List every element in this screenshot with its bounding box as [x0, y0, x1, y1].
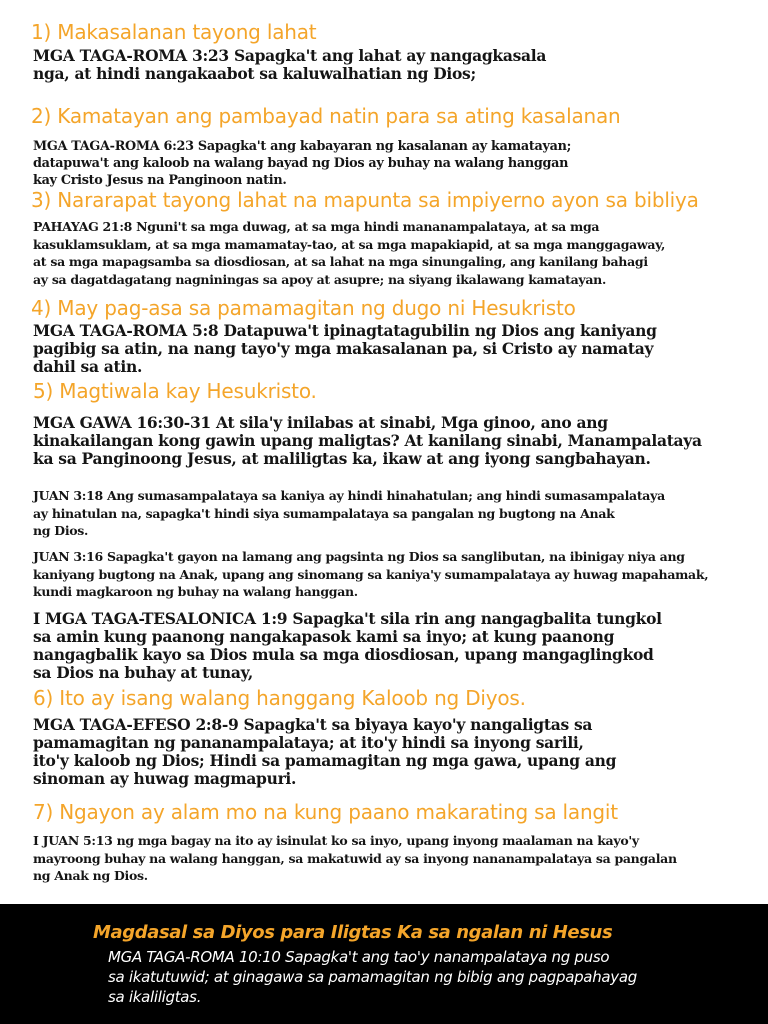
verse-text: JUAN 3:16 Sapagka't gayon na lamang ang pagsinta ng Dios sa sanglibutan, na ibinigay niya ang kaniyang bugtong na Anak, upang ang sinomang sa kaniya'y sumampalataya ay huwag mapahamak, kundi magkaroon ng buhay na walang hanggan. — [33, 549, 709, 599]
footer-verse: MGA TAGA-ROMA 10:10 Sapagka't ang tao'y nanampalataya ng puso sa ikatutuwid; at ginagawa sa pamamagitan ng bibig ang pagpapahayag sa ikaliligtas. — [108, 948, 637, 1006]
footer-title: Magdasal sa Diyos para Iligtas Ka sa ngalan ni Hesus — [93, 922, 613, 943]
section-heading: 7) Ngayon ay alam mo na kung paano makarating sa langit — [33, 800, 618, 824]
section-heading: 5) Magtiwala kay Hesukristo. — [33, 379, 317, 403]
verse-text: PAHAYAG 21:8 Nguni't sa mga duwag, at sa mga hindi mananampalataya, at sa mga kasuklamsuklam, at sa mga mamamatay-tao, at sa mga mapakiapid, at sa mga manggagaway, at sa mga mapagsamba sa diosdiosan, at sa lahat na mga sinungaling, ang kanilang bahagi ay sa dagatdagatang nagniningas sa apoy at asupre; na siyang ikalawang kamatayan. — [33, 219, 666, 287]
verse-text: MGA GAWA 16:30-31 At sila'y inilabas at sinabi, Mga ginoo, ano ang kinakailangan kong gawin upang maligtas? At kanilang sinabi, Manampalataya ka sa Panginoong Jesus, at maliligtas ka, ikaw at ang iyong sangbahayan. — [33, 413, 702, 468]
verse-text: I JUAN 5:13 ng mga bagay na ito ay isinulat ko sa inyo, upang inyong maalaman na kayo'y mayroong buhay na walang hanggan, sa makatuwid ay sa inyong nananampalataya sa pangalan ng Anak ng Dios. — [33, 833, 677, 883]
verse-text: MGA TAGA-ROMA 6:23 Sapagka't ang kabayaran ng kasalanan ay kamatayan; datapuwa't ang kaloob na walang bayad ng Dios ay buhay na walang hanggan kay Cristo Jesus na Panginoon natin. — [33, 139, 572, 188]
verse-text: MGA TAGA-EFESO 2:8-9 Sapagka't sa biyaya kayo'y nangaligtas sa pamamagitan ng pananampalataya; at ito'y hindi sa inyong sarili, ito'y kaloob ng Dios; Hindi sa pamamagitan ng mga gawa, upang ang sinoman ay huwag magmapuri. — [33, 715, 617, 788]
section-heading: 1) Makasalanan tayong lahat — [31, 20, 317, 44]
verse-text: JUAN 3:18 Ang sumasampalataya sa kaniya ay hindi hinahatulan; ang hindi sumasampalataya ay hinatulan na, sapagka't hindi siya sumampalataya sa pangalan ng bugtong na Anak ng Dios. — [33, 488, 665, 538]
verse-text: I MGA TAGA-TESALONICA 1:9 Sapagka't sila rin ang nangagbalita tungkol sa amin kung paanong nangakapasok kami sa inyo; at kung paanong nangagbalik kayo sa Dios mula sa mga diosdiosan, upang mangaglingkod sa Dios na buhay at tunay, — [33, 609, 662, 682]
prayer-footer — [0, 904, 768, 1024]
section-heading: 4) May pag-asa sa pamamagitan ng dugo ni Hesukristo — [31, 296, 576, 320]
verse-text: MGA TAGA-ROMA 5:8 Datapuwa't ipinagtatagubilin ng Dios ang kaniyang pagibig sa atin, na nang tayo'y mga makasalanan pa, si Cristo ay namatay dahil sa atin. — [33, 321, 657, 376]
section-heading: 6) Ito ay isang walang hanggang Kaloob ng Diyos. — [33, 686, 526, 710]
verse-text: MGA TAGA-ROMA 3:23 Sapagka't ang lahat ay nangagkasala nga, at hindi nangakaabot sa kaluwalhatian ng Dios; — [33, 46, 547, 83]
section-heading: 3) Nararapat tayong lahat na mapunta sa impiyerno ayon sa bibliya — [31, 188, 699, 212]
section-heading: 2) Kamatayan ang pambayad natin para sa ating kasalanan — [31, 104, 621, 128]
